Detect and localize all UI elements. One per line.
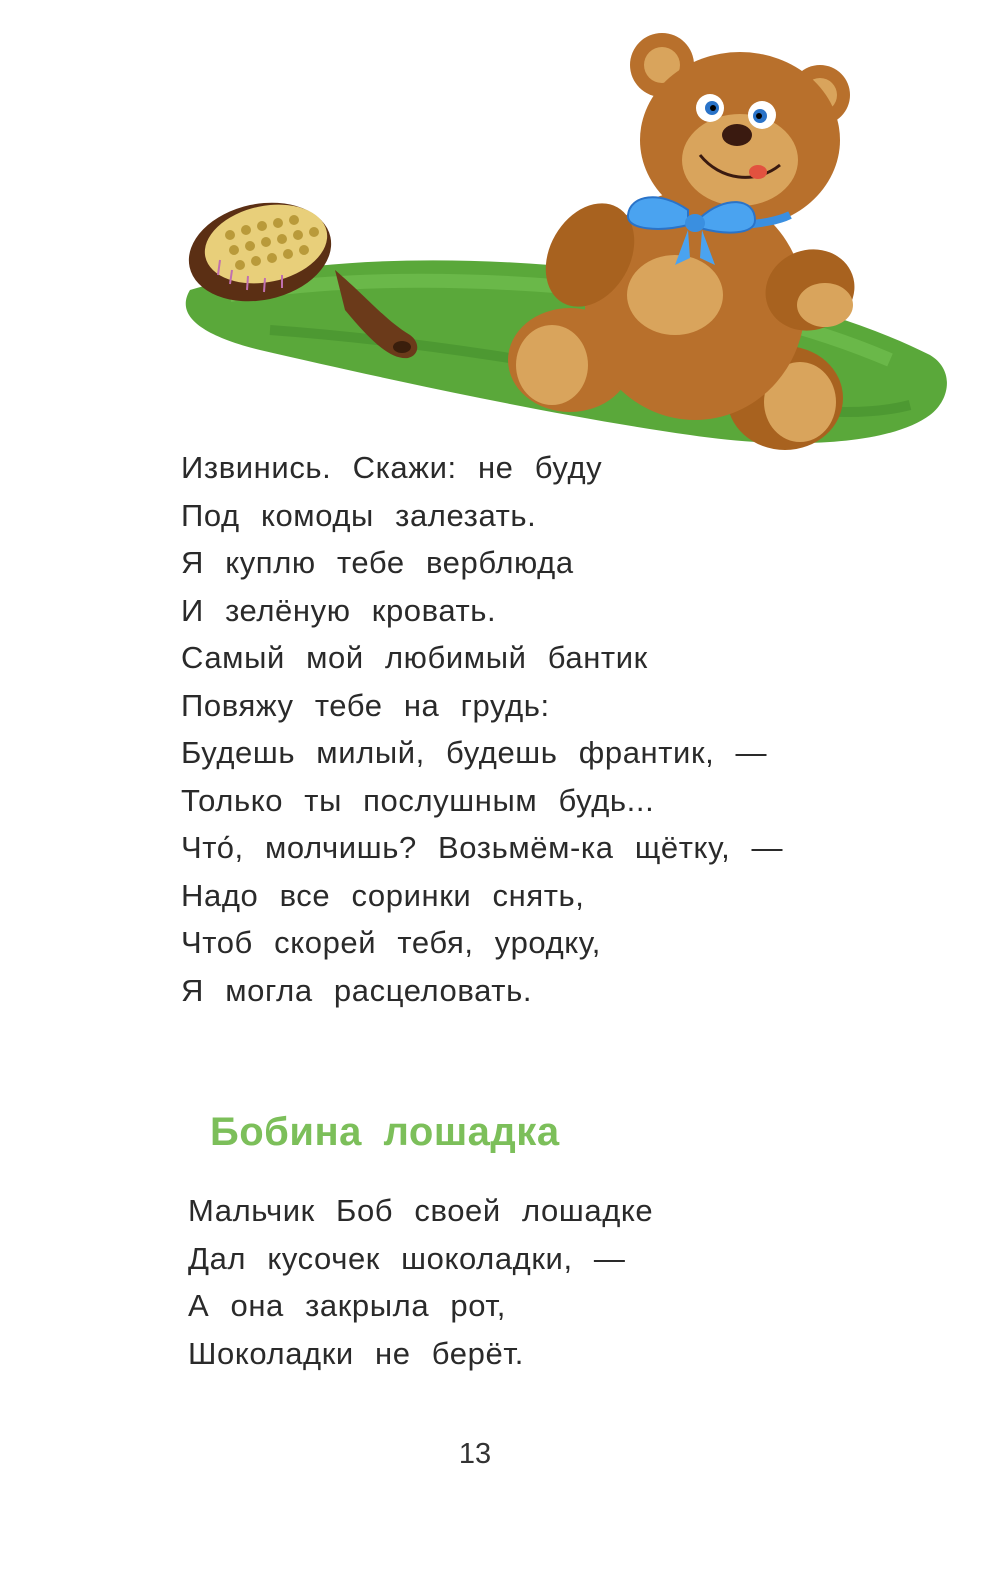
poem-line: Самый мой любимый бантик: [181, 640, 648, 675]
poem-line: Надо все соринки снять,: [181, 877, 585, 913]
poem-line: Дал кусочек шоколадки, —: [188, 1240, 626, 1276]
poem-line: Чтоб скорей тебя, уродку,: [181, 925, 601, 960]
poem-line: Что́, молчишь? Возьмём-ка щётку, —: [181, 830, 784, 865]
teddy-bear-illustration: [170, 20, 960, 470]
poem-line: Под комоды залезать.: [181, 497, 537, 533]
poem-line: Повяжу тебе на грудь:: [181, 687, 550, 723]
page-number: 13: [458, 1438, 492, 1470]
teddy-bear-icon: [508, 33, 866, 450]
poem-title: Бобина лошадка: [210, 1110, 560, 1154]
poem-line: Мальчик Боб своей лошадке: [188, 1193, 654, 1228]
poem-line: Я куплю тебе верблюда: [181, 545, 574, 580]
poem-stanza-1: [181, 444, 783, 1014]
poem-line: Я могла расцеловать.: [181, 972, 533, 1008]
poem-line: А она закрыла рот,: [188, 1288, 506, 1323]
poem-line: Извинись. Скажи: не буду: [181, 450, 603, 485]
poem-line: Будешь милый, будешь франтик, —: [181, 735, 768, 770]
poem-stanza-2: [188, 1187, 653, 1377]
poem-line: Только ты послушным будь...: [181, 782, 655, 818]
poem-line: Шоколадки не берёт.: [188, 1335, 524, 1371]
poem-line: И зелёную кровать.: [181, 592, 497, 628]
